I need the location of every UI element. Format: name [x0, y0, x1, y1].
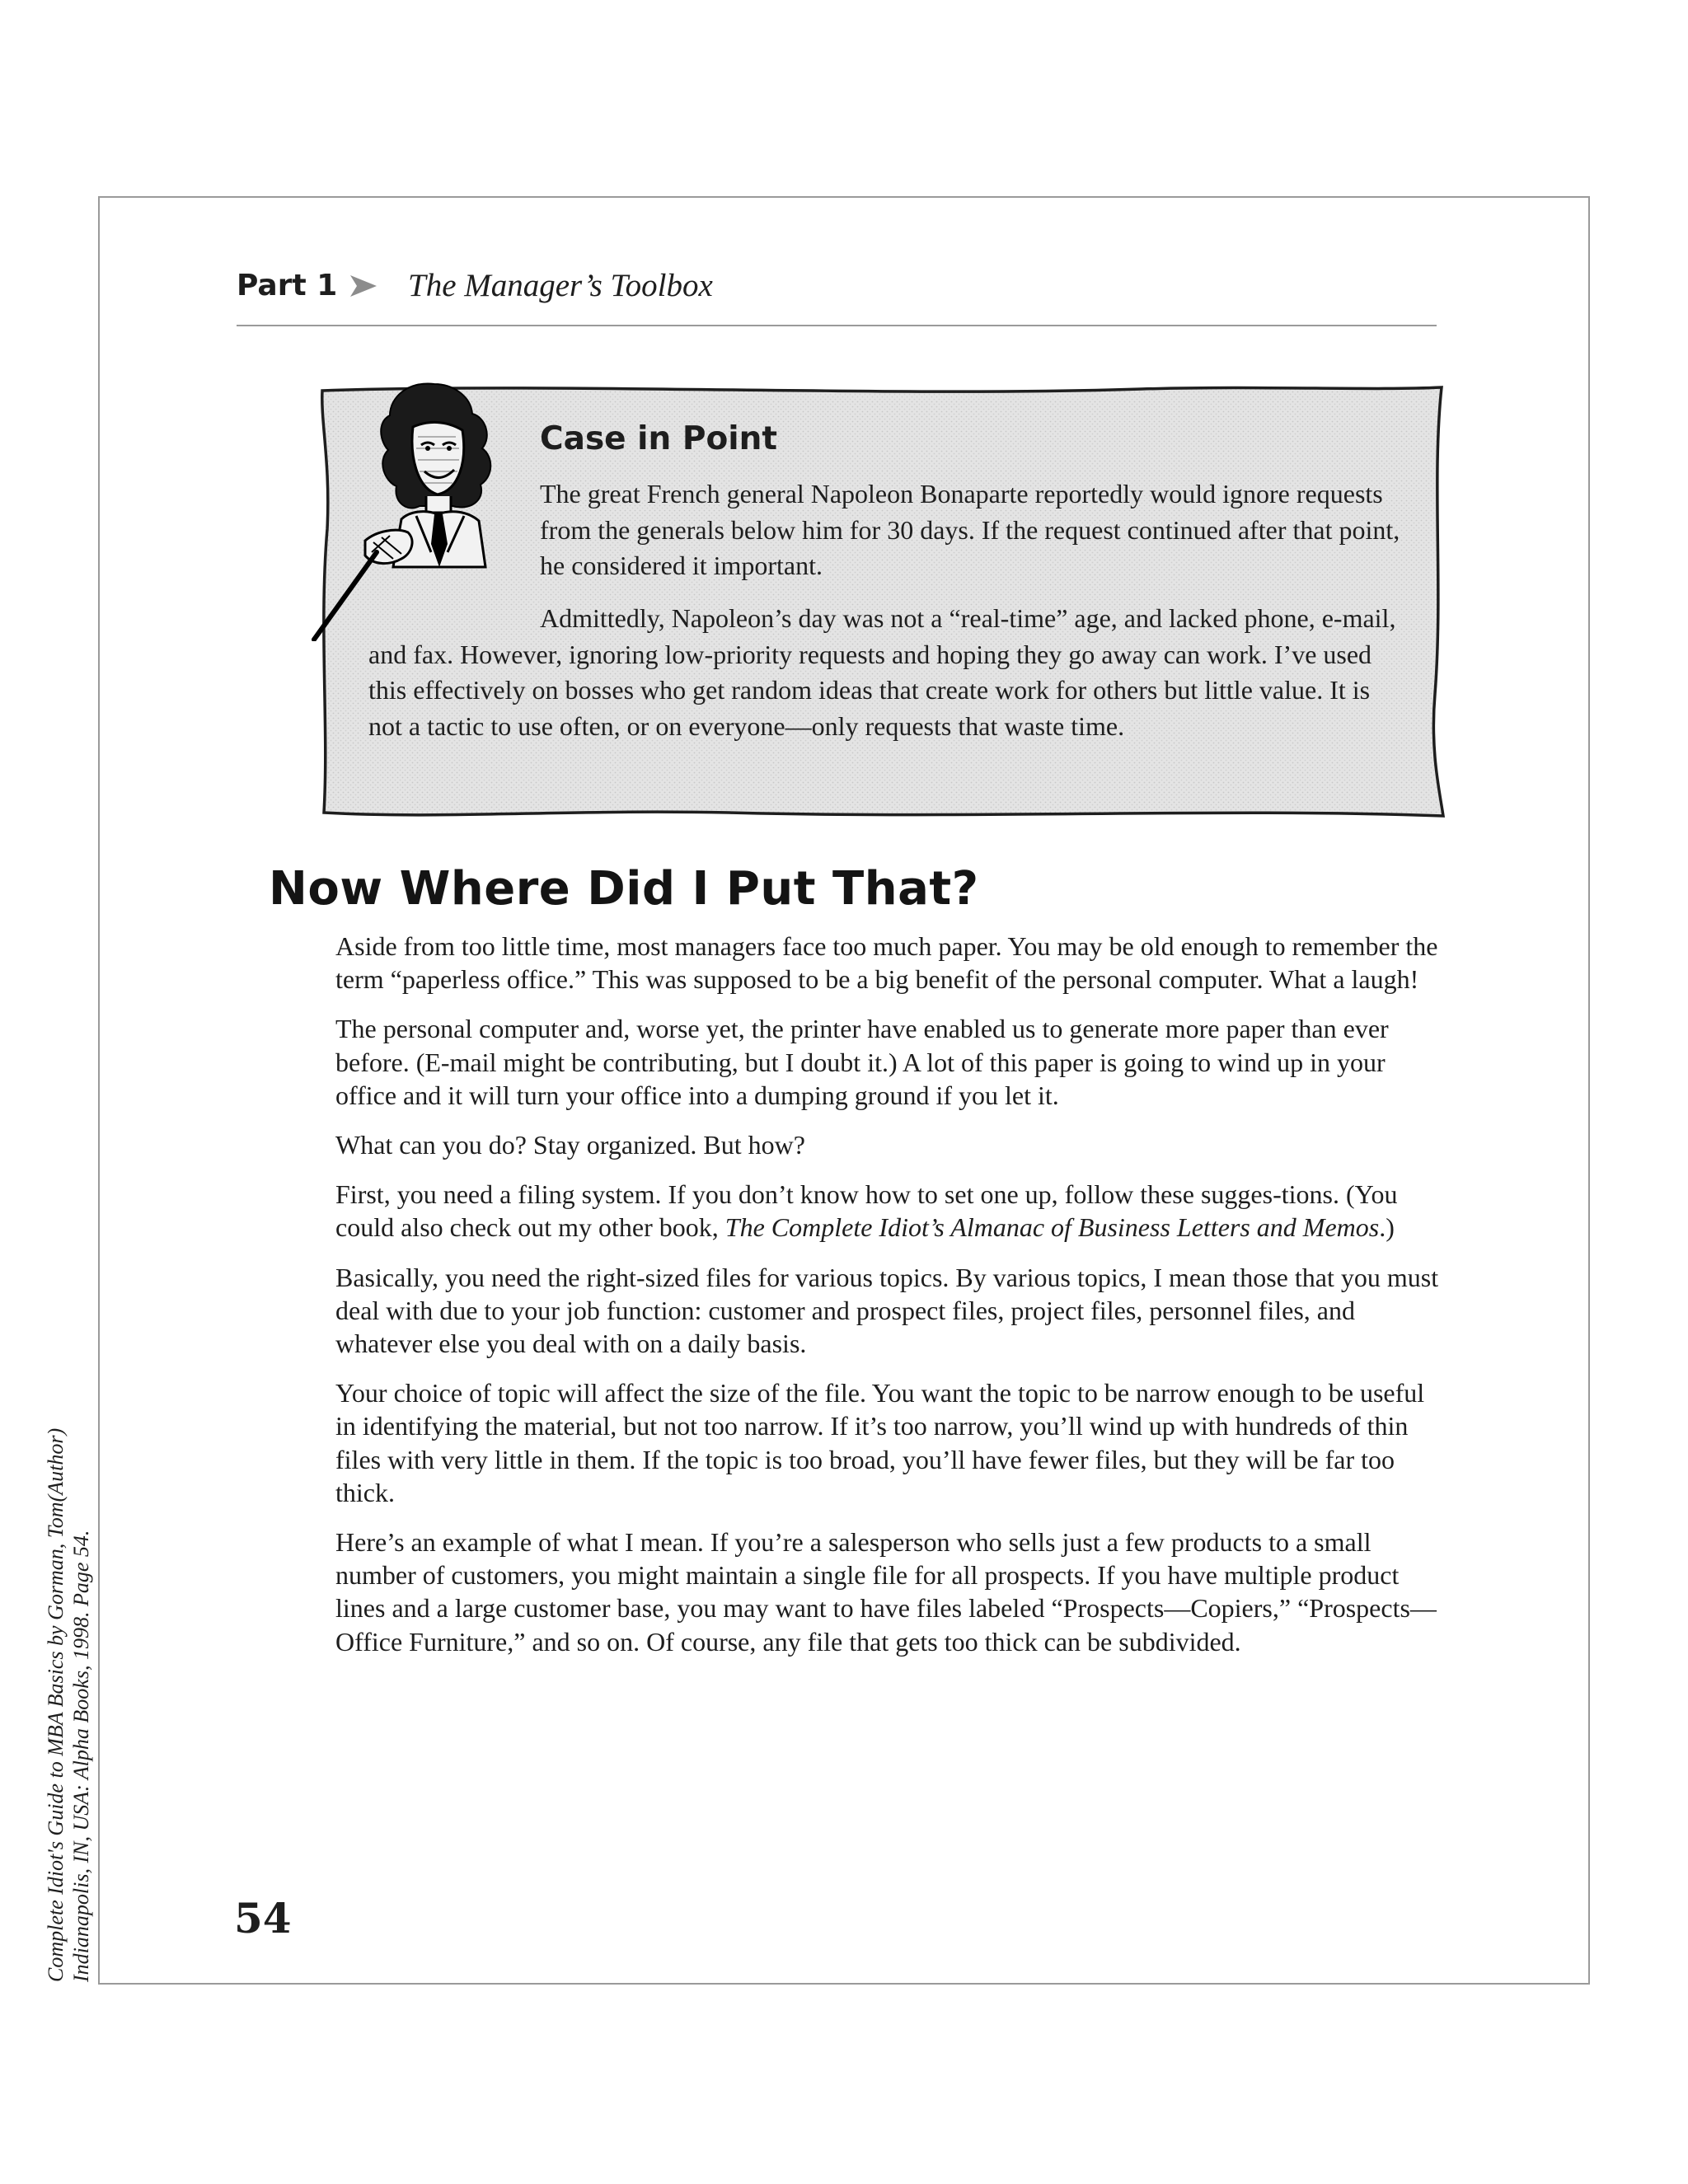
body-paragraph [335, 1178, 1440, 1244]
citation-line: Indianapolis, IN, USA: Alpha Books, 1998. Page 54. [69, 1530, 93, 1982]
body-paragraph: Your choice of topic will affect the size of the file. You want the topic to be narrow enough to be useful in identifying the material, but not too narrow. If it’s too narrow, you’ll wind up with hundreds of thin files with very little in them. If the topic is too broad, you’ll have fewer files, but they will be far too thick. [335, 1378, 1425, 1507]
case-in-point-sidebar [317, 381, 1447, 822]
body-paragraph: Here’s an example of what I mean. If you’re a salesperson who sells just a few products to a small number of customers, you might maintain a single file for all prospects. If you have multiple product lines and a large customer base, you may want to have files labeled “Prospects—Copiers,” “Prospects—Office Furniture,” and so on. Of course, any file that gets too thick can be subdivided. [335, 1527, 1437, 1657]
body-paragraph: What can you do? Stay organized. But how? [335, 1130, 805, 1160]
sidebar-paragraph: The great French general Napoleon Bonaparte reportedly would ignore requests from the generals below him for 30 days. If the request continued after that point, he considered it important. [540, 479, 1400, 580]
running-header [237, 265, 1437, 326]
body-paragraph: Aside from too little time, most managers face too much paper. You may be old enough to remember the term “paperless office.” This was supposed to be a big benefit of the personal computer. What a laugh! [335, 931, 1438, 995]
body-paragraph: The personal computer and, worse yet, the printer have enabled us to generate more paper than ever before. (E-mail might be contributing, but I doubt it.) A lot of this paper is going to wind up in your office and it will turn your office into a dumping ground if you let it. [335, 1014, 1389, 1110]
book-title: The Complete Idiot’s Almanac of Business Letters and Memos [724, 1212, 1380, 1243]
sidebar-heading: Case in Point [540, 420, 778, 457]
part-label: Part 1 [237, 269, 338, 302]
body-text-run: .) [1379, 1212, 1395, 1243]
body-text [335, 930, 1440, 1675]
sidebar-paragraph: Admittedly, Napoleon’s day was not a “real-time” age, and lacked phone, e-mail, and fax. However, ignoring low-priority requests and hoping they go away can work. I’ve used this effectively on bosses who get random ideas that create work for others but little value. It is not a tactic to use often, or on everyone—only requests that waste time. [368, 603, 1396, 741]
section-heading: Now Where Did I Put That? [269, 862, 979, 916]
page-number: 54 [234, 1894, 292, 1943]
citation-line: Complete Idiot's Guide to MBA Basics by Gorman, Tom(Author) [44, 1427, 68, 1982]
arrow-right-icon [349, 274, 378, 298]
body-text-run: First, you need a filing system. If you don’t know how to set one up, follow these sugges-tions. (You could also check out my other book, [335, 1179, 1398, 1243]
citation [43, 1306, 94, 1982]
body-paragraph: Basically, you need the right-sized files for various topics. By various topics, I mean those that you must deal with due to your job function: customer and prospect files, project files, personnel files, and whatever else you deal with on a daily basis. [335, 1262, 1439, 1359]
part-title: The Manager’s Toolbox [408, 268, 713, 303]
